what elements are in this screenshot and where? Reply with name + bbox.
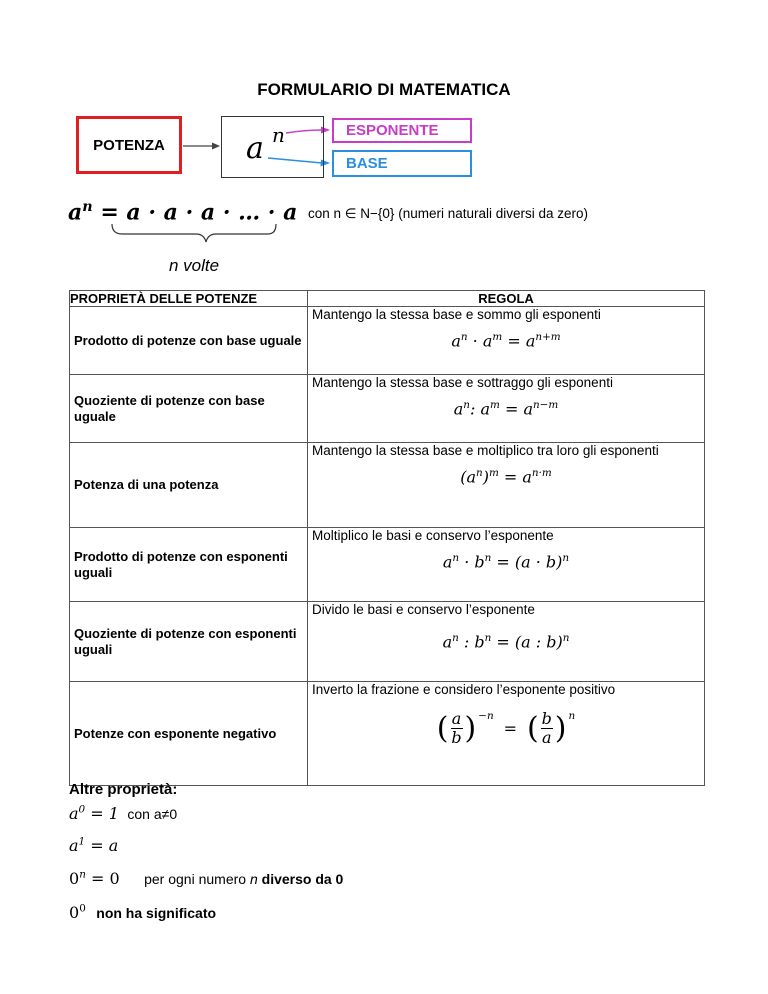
def-lhs-base: a xyxy=(68,199,83,226)
property-name: Quoziente di potenze con base uguale xyxy=(70,375,308,443)
rule-cell xyxy=(308,375,705,443)
power-box xyxy=(221,116,324,178)
rule-cell xyxy=(308,443,705,528)
base-label: BASE xyxy=(346,155,388,172)
note-italic: n xyxy=(249,871,258,888)
altre-note xyxy=(144,871,343,887)
rule-text: Mantengo la stessa base e moltiplico tra loro gli esponenti xyxy=(312,443,659,458)
rule-formula: $a^n$: $a^m = a^{n-m}$ xyxy=(453,399,559,419)
property-name: Quoziente di potenze con esponenti uguali xyxy=(70,602,308,682)
altre-formula: $0^0$ xyxy=(69,903,86,923)
page-title: FORMULARIO DI MATEMATICA xyxy=(257,80,511,99)
def-rhs: = a · a · a · … · a xyxy=(100,199,298,226)
base-box xyxy=(332,150,472,177)
table-row xyxy=(70,602,705,682)
altre-note: non ha significato xyxy=(96,905,217,922)
table-row xyxy=(70,375,705,443)
table-header-row xyxy=(70,291,705,307)
table-row xyxy=(70,443,705,528)
brace-label: n volte xyxy=(169,256,220,275)
def-lhs-exp: n xyxy=(82,199,93,215)
altre-item xyxy=(69,903,216,923)
rule-text: Moltiplico le basi e conservo l’esponente xyxy=(312,528,554,543)
altre-item xyxy=(69,869,343,889)
rule-formula: $a^n$ : $b^n = (a$ : b)$^n$ xyxy=(442,632,570,652)
property-name: Prodotto di potenze con base uguale xyxy=(70,307,308,375)
altre-item xyxy=(69,836,118,856)
potenza-label: POTENZA xyxy=(93,136,165,154)
rule-formula: $(a^n)^m = a^{n\cdot m}$ xyxy=(460,467,552,487)
rule-text: Mantengo la stessa base e sottraggo gli esponenti xyxy=(312,375,613,390)
altre-formula: $0^n = 0$ xyxy=(69,869,120,889)
property-name: Potenza di una potenza xyxy=(70,443,308,528)
altre-title: Altre proprietà: xyxy=(69,781,178,798)
altre-item xyxy=(69,804,177,824)
table-row xyxy=(70,682,705,786)
rule-cell xyxy=(308,682,705,786)
table-row xyxy=(70,307,705,375)
table-row xyxy=(70,528,705,602)
note-plain: per ogni numero xyxy=(144,871,247,888)
header-proprieta: PROPRIETÀ DELLE POTENZE xyxy=(70,291,308,307)
esponente-box xyxy=(332,118,472,143)
altre-formula: $a^1 = a$ xyxy=(69,836,119,856)
altre-formula: $a^0 = 1$ xyxy=(69,804,119,824)
rule-formula: ( a b ) $^{-n}$ = ( b a ) $^n$ xyxy=(436,709,576,747)
rule-cell xyxy=(308,528,705,602)
rule-text: Divido le basi e conservo l’esponente xyxy=(312,602,535,617)
header-regola: REGOLA xyxy=(308,291,705,307)
definition-condition: con n ∈ N−{0} (numeri naturali diversi da zero) xyxy=(308,206,589,221)
exponent-symbol: n xyxy=(272,123,285,147)
esponente-label: ESPONENTE xyxy=(346,122,439,139)
rule-text: Inverto la frazione e considero l’esponente positivo xyxy=(312,682,616,697)
underbrace xyxy=(0,222,300,252)
base-symbol: a xyxy=(246,131,264,166)
rule-cell xyxy=(308,602,705,682)
property-name: Prodotto di potenze con esponenti uguali xyxy=(70,528,308,602)
note-bold: diverso da 0 xyxy=(261,871,344,888)
properties-table xyxy=(69,290,705,786)
rule-text: Mantengo la stessa base e sommo gli esponenti xyxy=(312,307,601,322)
rule-formula: $a^n \cdot a^m = a^{n+m}$ xyxy=(451,331,561,351)
property-name: Potenze con esponente negativo xyxy=(70,682,308,786)
rule-cell xyxy=(308,307,705,375)
rule-formula: $a^n \cdot b^n = (a \cdot b)^n$ xyxy=(442,552,570,572)
altre-note: con a≠0 xyxy=(127,806,178,823)
